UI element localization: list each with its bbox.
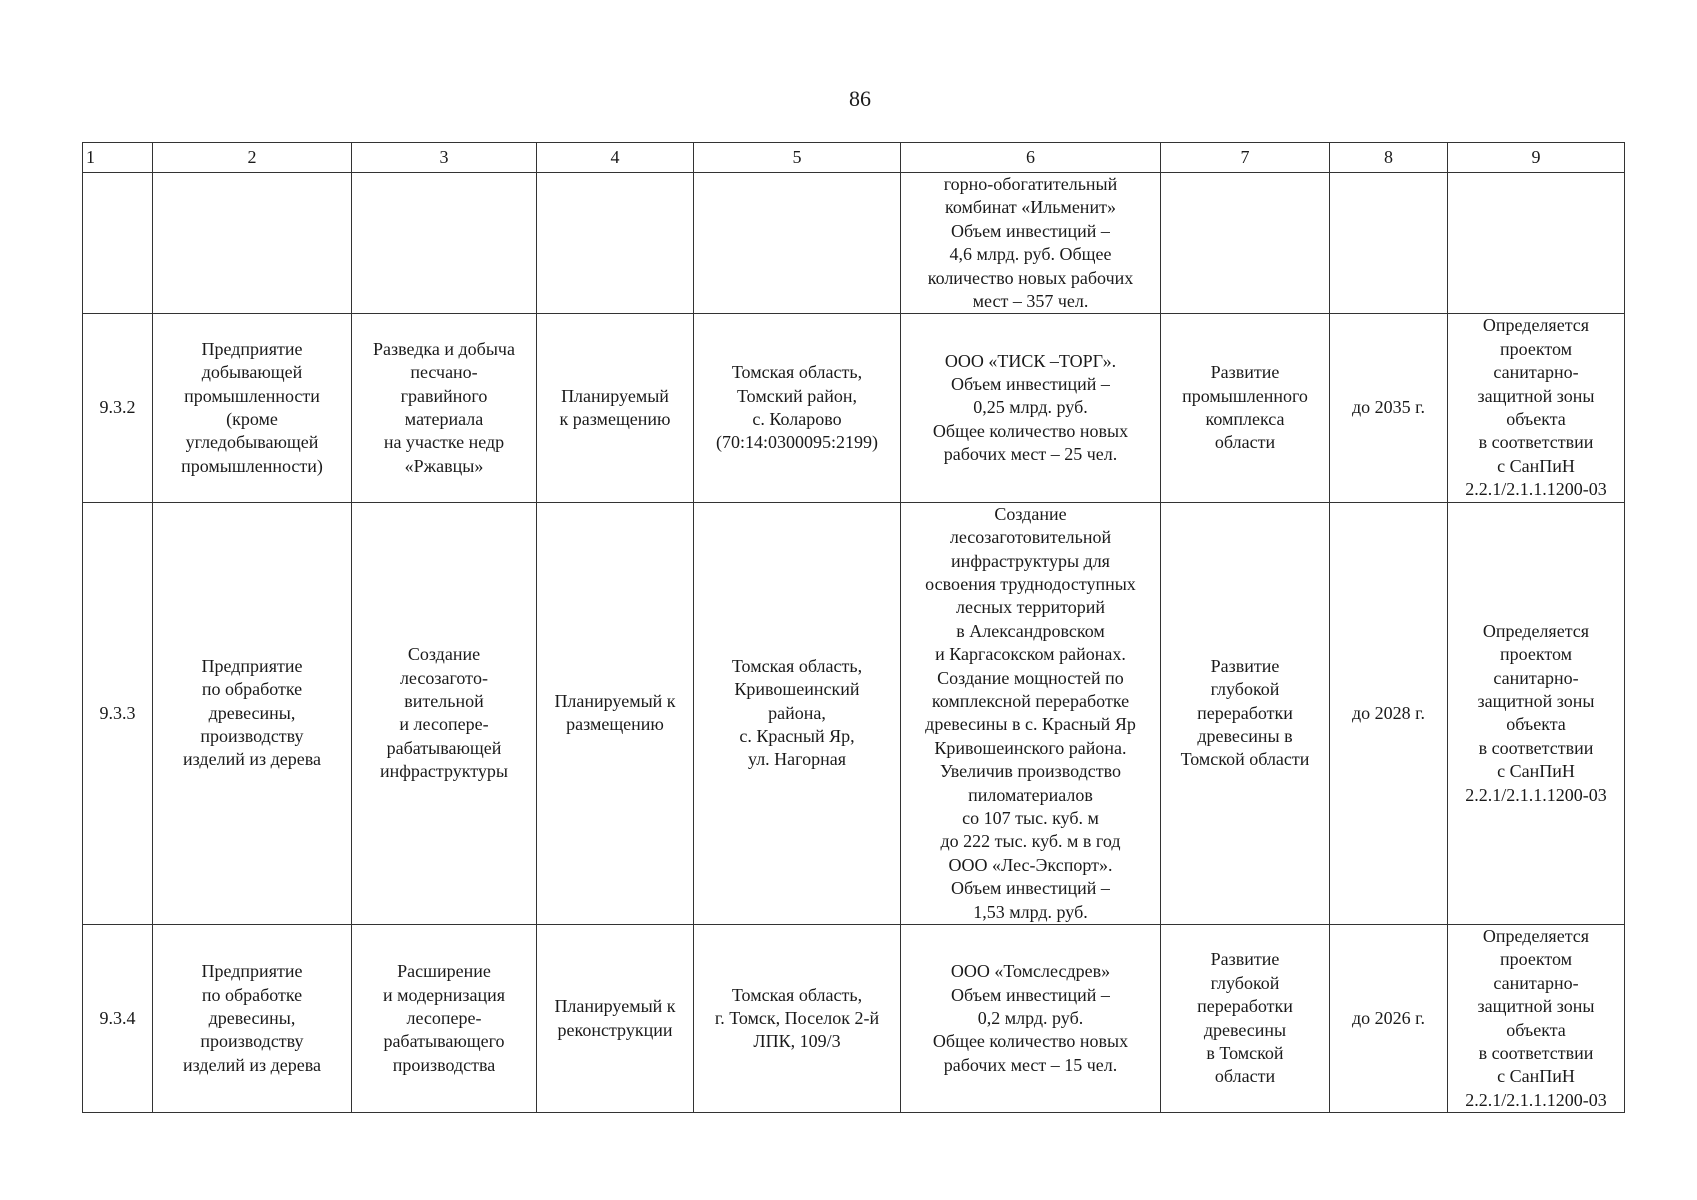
column-header: 1 — [83, 143, 153, 173]
column-header: 9 — [1448, 143, 1625, 173]
cell-characteristics: Создание лесозаготовительной инфраструктуры для освоения труднодоступных лесных территорий в Александровском и Каргасокском районах. Создание мощностей по комплексной переработке древесины в с. Красный Яр Кривошеинского района. Увеличив производство пиломатериалов со 107 тыс. куб. м до 222 тыс. куб. м в год ООО «Лес-Экспорт». Объем инвестиций – 1,53 млрд. руб. — [901, 502, 1161, 924]
cell-location: Томская область, Томский район, с. Коларово (70:14:0300095:2199) — [694, 314, 901, 502]
cell-deadline: до 2028 г. — [1330, 502, 1448, 924]
cell-characteristics: ООО «ТИСК –ТОРГ». Объем инвестиций – 0,25 млрд. руб. Общее количество новых рабочих мест – 25 чел. — [901, 314, 1161, 502]
column-header: 3 — [352, 143, 537, 173]
cell-number: 9.3.2 — [83, 314, 153, 502]
cell-zone: Определяется проектом санитарно- защитной зоны объекта в соответствии с СанПиН 2.2.1/2.1.1.1200-03 — [1448, 314, 1625, 502]
table-row — [83, 314, 1625, 502]
column-header: 8 — [1330, 143, 1448, 173]
cell-location — [694, 173, 901, 314]
cell-purpose: Развитие глубокой переработки древесины в Томской области — [1161, 502, 1330, 924]
cell-deadline: до 2035 г. — [1330, 314, 1448, 502]
cell-location: Томская область, г. Томск, Поселок 2-й ЛПК, 109/3 — [694, 925, 901, 1113]
cell-location: Томская область, Кривошеинский района, с. Красный Яр, ул. Нагорная — [694, 502, 901, 924]
data-table — [82, 142, 1625, 1113]
column-header: 5 — [694, 143, 901, 173]
cell-characteristics: горно-обогатительный комбинат «Ильменит» Объем инвестиций – 4,6 млрд. руб. Общее количество новых рабочих мест – 357 чел. — [901, 173, 1161, 314]
table-row — [83, 502, 1625, 924]
cell-status: Планируемый к размещению — [537, 314, 694, 502]
cell-status: Планируемый к размещению — [537, 502, 694, 924]
cell-object-name: Создание лесозаготo- вительной и лесопере- рабатывающей инфраструктуры — [352, 502, 537, 924]
cell-number: 9.3.3 — [83, 502, 153, 924]
cell-number: 9.3.4 — [83, 925, 153, 1113]
cell-zone: Определяется проектом санитарно- защитной зоны объекта в соответствии с СанПиН 2.2.1/2.1.1.1200-03 — [1448, 925, 1625, 1113]
cell-object-type: Предприятие добывающей промышленности (кроме угледобывающей промышленности) — [153, 314, 352, 502]
cell-deadline: до 2026 г. — [1330, 925, 1448, 1113]
cell-object-type: Предприятие по обработке древесины, производству изделий из дерева — [153, 925, 352, 1113]
cell-characteristics: ООО «Томслесдрев» Объем инвестиций – 0,2 млрд. руб. Общее количество новых рабочих мест – 15 чел. — [901, 925, 1161, 1113]
table-row — [83, 925, 1625, 1113]
cell-purpose: Развитие глубокой переработки древесины в Томской области — [1161, 925, 1330, 1113]
cell-zone — [1448, 173, 1625, 314]
column-header: 2 — [153, 143, 352, 173]
cell-status — [537, 173, 694, 314]
cell-object-type — [153, 173, 352, 314]
column-header: 4 — [537, 143, 694, 173]
cell-object-name: Расширение и модернизация лесопере- рабатывающего производства — [352, 925, 537, 1113]
table-row-continuation — [83, 173, 1625, 314]
cell-object-type: Предприятие по обработке древесины, производству изделий из дерева — [153, 502, 352, 924]
cell-status: Планируемый к реконструкции — [537, 925, 694, 1113]
cell-purpose — [1161, 173, 1330, 314]
cell-purpose: Развитие промышленного комплекса области — [1161, 314, 1330, 502]
cell-object-name: Разведка и добыча песчано- гравийного материала на участке недр «Ржавцы» — [352, 314, 537, 502]
table-header-row — [83, 143, 1625, 173]
cell-deadline — [1330, 173, 1448, 314]
page-number: 86 — [849, 86, 871, 111]
cell-zone: Определяется проектом санитарно- защитной зоны объекта в соответствии с СанПиН 2.2.1/2.1.1.1200-03 — [1448, 502, 1625, 924]
column-header: 7 — [1161, 143, 1330, 173]
column-header: 6 — [901, 143, 1161, 173]
cell-object-name — [352, 173, 537, 314]
cell-number — [83, 173, 153, 314]
